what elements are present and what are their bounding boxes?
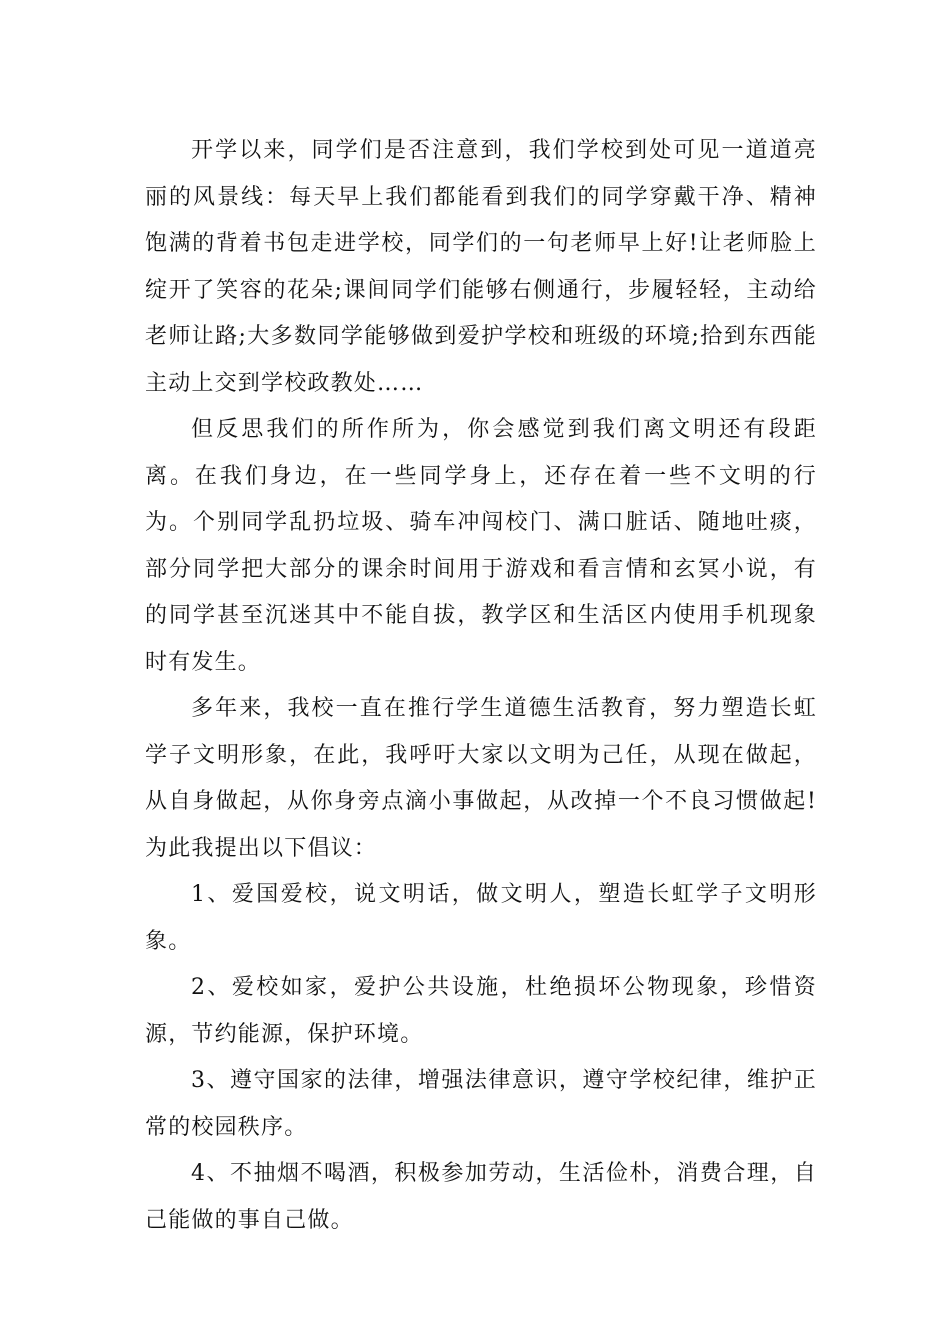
paragraph-school-scenery: 开学以来，同学们是否注意到，我们学校到处可见一道道亮丽的风景线：每天早上我们都能看到我们的同学穿戴干净、精神饱满的背着书包走进学校，同学们的一句老师早上好!让老师脸上绽开了笑容的花朵;课间同学们能够右侧通行，步履轻轻，主动给老师让路;大多数同学能够做到爱护学校和班级的环境;拾到东西能主动上交到学校政教处…… [145,138,817,396]
proposal-item-3: 3、遵守国家的法律，增强法律意识，遵守学校纪律，维护正常的校园秩序。 [145,1068,817,1140]
paragraph-call-to-action: 多年来，我校一直在推行学生道德生活教育，努力塑造长虹学子文明形象，在此，我呼吁大家以文明为己任，从现在做起，从自身做起，从你身旁点滴小事做起，从改掉一个不良习惯做起!为此我提出以下倡议： [145,696,817,861]
paragraph-uncivil-behavior: 但反思我们的所作所为，你会感觉到我们离文明还有段距离。在我们身边，在一些同学身上，还存在着一些不文明的行为。个别同学乱扔垃圾、骑车冲闯校门、满口脏话、随地吐痰，部分同学把大部分的课余时间用于游戏和看言情和玄冥小说，有的同学甚至沉迷其中不能自拔，教学区和生活区内使用手机现象时有发生。 [145,417,817,675]
proposal-item-1: 1、爱国爱校，说文明话，做文明人，塑造长虹学子文明形象。 [145,882,817,954]
proposal-item-4: 4、不抽烟不喝酒，积极参加劳动，生活俭朴，消费合理，自己能做的事自己做。 [145,1161,817,1233]
document-body [145,128,817,1244]
proposal-item-2: 2、爱校如家，爱护公共设施，杜绝损坏公物现象，珍惜资源，节约能源，保护环境。 [145,975,817,1047]
